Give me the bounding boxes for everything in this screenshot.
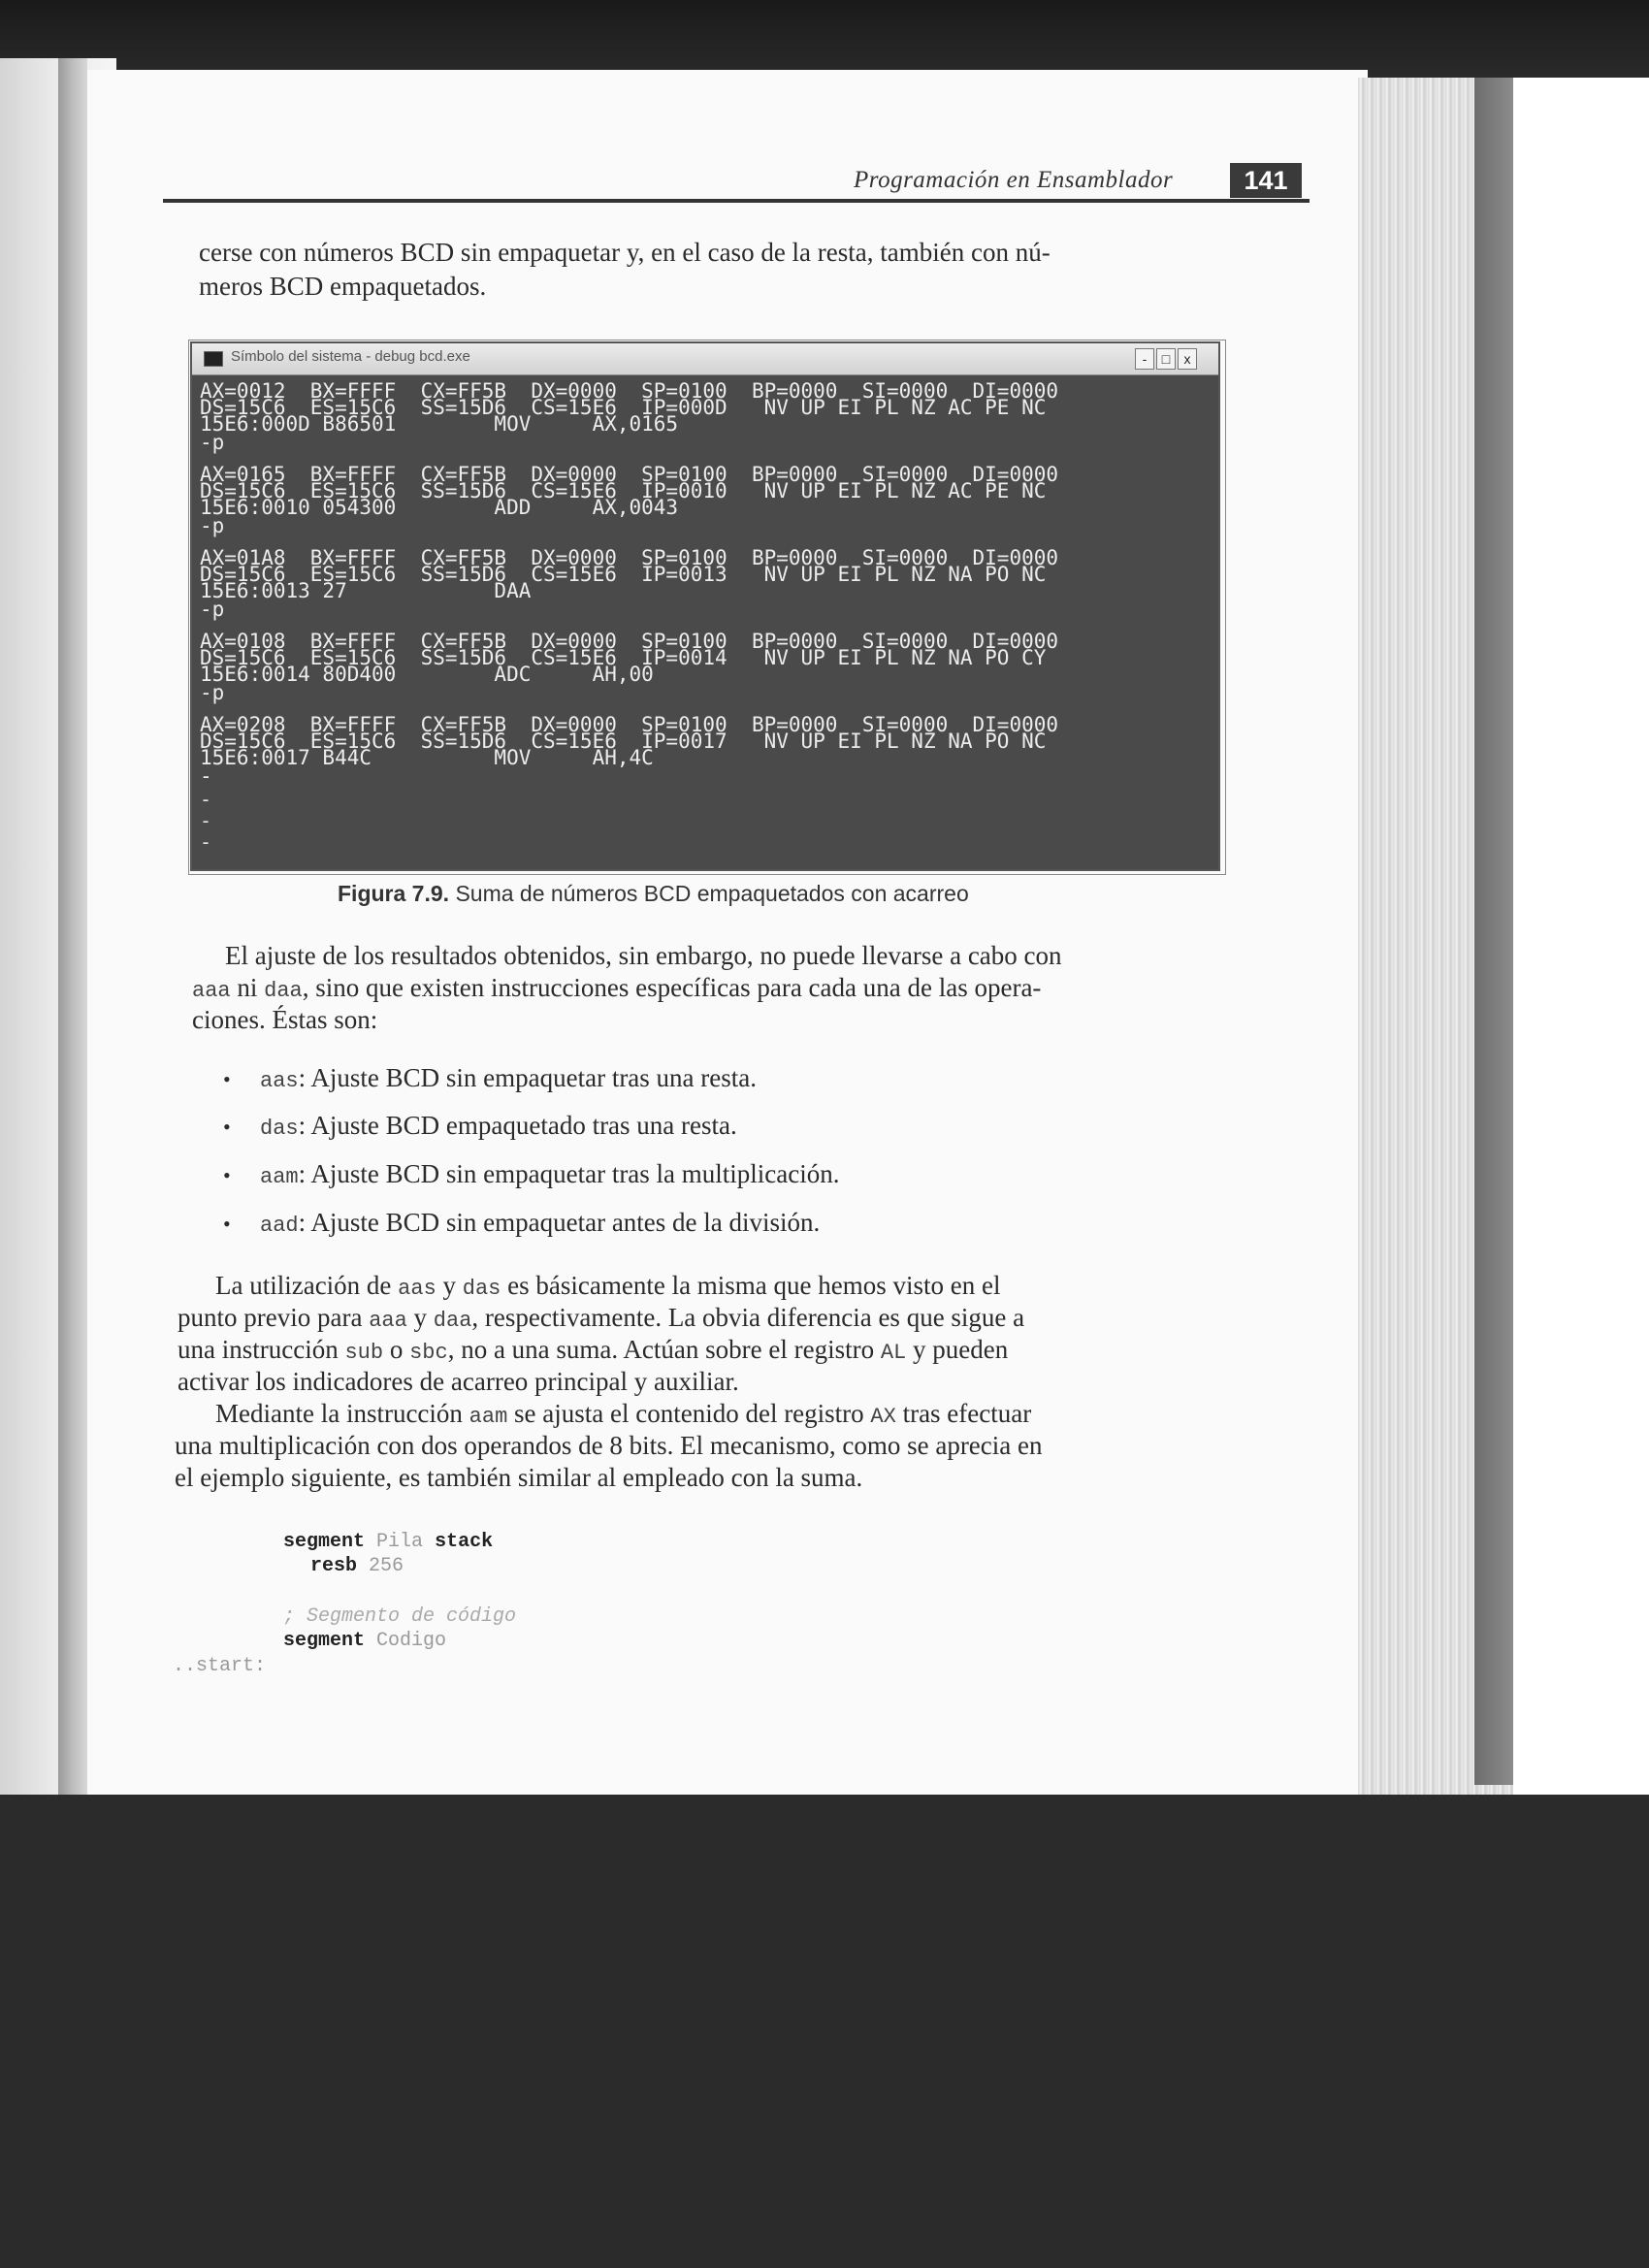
- console-window: [190, 341, 1220, 871]
- code-aas: aas: [398, 1277, 436, 1301]
- maximize-button[interactable]: □: [1156, 348, 1176, 370]
- console-titlebar: [192, 343, 1218, 375]
- prompt-line: -p: [200, 431, 225, 454]
- list-item-text: [260, 1111, 737, 1141]
- close-button[interactable]: x: [1178, 348, 1197, 370]
- text: La utilización de: [215, 1271, 392, 1300]
- scan-background-bottom: [0, 1795, 1649, 2268]
- trailing-prompt: -: [200, 809, 212, 832]
- code-aaa: aaa: [369, 1309, 407, 1333]
- figure-caption-text: Suma de números BCD empaquetados con acarreo: [455, 881, 969, 906]
- code-line-1: [283, 1531, 493, 1553]
- segment-flags-line: DS=15C6 ES=15C6 SS=15D6 CS=15E6 IP=0010 NV UP EI PL NZ AC PE NC: [200, 479, 1047, 502]
- register-line: AX=0108 BX=FFFF CX=FF5B DX=0000 SP=0100 BP=0000 SI=0000 DI=0000: [200, 630, 1059, 653]
- prompt-line: -p: [200, 598, 225, 621]
- para1-line-3: ciones. Éstas son:: [192, 1005, 378, 1034]
- text: y: [413, 1303, 428, 1332]
- code-line-4: [283, 1630, 446, 1652]
- instruction-line: 15E6:0014 80D400 ADC AH,00: [200, 663, 654, 686]
- list-item-desc: : Ajuste BCD sin empaquetar antes de la división.: [298, 1208, 821, 1237]
- code-das: das: [260, 1117, 299, 1141]
- code-label: ..start:: [173, 1655, 267, 1677]
- book-cover-edge: [1474, 78, 1513, 1785]
- bullet-icon: •: [223, 1163, 231, 1187]
- identifier: Pila: [376, 1531, 424, 1553]
- prompt-line: -p: [200, 514, 225, 537]
- figure-label: Figura 7.9.: [338, 881, 450, 906]
- code-aad: aad: [260, 1214, 299, 1238]
- instruction-line: 15E6:0013 27 DAA: [200, 579, 532, 602]
- trailing-prompt: -: [200, 788, 212, 811]
- trailing-prompt: -: [200, 830, 212, 854]
- code-aaa: aaa: [192, 979, 231, 1003]
- text: punto previo para: [178, 1303, 363, 1332]
- para2-line-4: activar los indicadores de acarreo principal y auxiliar.: [178, 1367, 739, 1396]
- segment-flags-line: DS=15C6 ES=15C6 SS=15D6 CS=15E6 IP=0017 NV UP EI PL NZ NA PO NC: [200, 729, 1047, 753]
- prompt-line: -p: [200, 681, 225, 704]
- list-item-desc: : Ajuste BCD empaquetado tras una resta.: [298, 1111, 737, 1140]
- text: es básicamente la misma que hemos visto en el: [507, 1271, 1001, 1300]
- text: se ajusta el contenido del registro: [514, 1399, 864, 1428]
- console-title: Símbolo del sistema - debug bcd.exe: [231, 348, 470, 365]
- instruction-line: 15E6:0017 B44C MOV AH,4C: [200, 746, 654, 769]
- code-sub: sub: [344, 1341, 384, 1365]
- bullet-icon: •: [223, 1212, 231, 1236]
- instruction-line: 15E6:000D B86501 MOV AX,0165: [200, 412, 679, 436]
- text: y pueden: [912, 1335, 1009, 1364]
- page-number: 141: [1230, 163, 1302, 198]
- para3-line-2: una multiplicación con dos operandos de 8 bits. El mecanismo, como se aprecia en: [175, 1431, 1043, 1460]
- keyword: stack: [435, 1531, 494, 1553]
- register-line: AX=0208 BX=FFFF CX=FF5B DX=0000 SP=0100 BP=0000 SI=0000 DI=0000: [200, 713, 1059, 736]
- cmd-icon: [204, 351, 223, 367]
- scan-background-top: [0, 0, 1649, 78]
- text-rest: , sino que existen instrucciones específicas para cada una de las opera-: [302, 973, 1042, 1002]
- text: Mediante la instrucción: [215, 1399, 463, 1428]
- keyword: segment: [283, 1630, 366, 1652]
- list-item-text: [260, 1063, 757, 1093]
- para1-line-1: El ajuste de los resultados obtenidos, sin embargo, no puede llevarse a cabo con: [225, 941, 1062, 970]
- intro-line-1: cerse con números BCD sin empaquetar y, en el caso de la resta, también con nú-: [199, 238, 1051, 267]
- para3-line-3: el ejemplo siguiente, es también similar al empleado con la suma.: [175, 1463, 863, 1492]
- segment-flags-line: DS=15C6 ES=15C6 SS=15D6 CS=15E6 IP=000D NV UP EI PL NZ AC PE NC: [200, 396, 1047, 419]
- keyword: segment: [283, 1531, 366, 1553]
- para2-line-1: [215, 1271, 1001, 1304]
- minimize-button[interactable]: -: [1135, 348, 1154, 370]
- text: y: [442, 1271, 457, 1300]
- register-line: AX=01A8 BX=FFFF CX=FF5B DX=0000 SP=0100 BP=0000 SI=0000 DI=0000: [200, 546, 1059, 569]
- list-item-desc: : Ajuste BCD sin empaquetar tras una resta.: [298, 1063, 758, 1092]
- para2-line-3: [178, 1335, 1008, 1368]
- para2-line-2: [178, 1303, 1024, 1336]
- list-item-text: [260, 1159, 840, 1189]
- bullet-icon: •: [223, 1067, 231, 1091]
- prompt-line: -: [200, 764, 212, 788]
- text: tras efectuar: [902, 1399, 1032, 1428]
- code-aas: aas: [260, 1069, 299, 1093]
- code-comment: ; Segmento de código: [283, 1605, 517, 1628]
- bullet-icon: •: [223, 1115, 231, 1139]
- text: o: [389, 1335, 404, 1364]
- code-das: das: [462, 1277, 501, 1301]
- figure-caption: [338, 881, 969, 907]
- book-gutter: [58, 58, 87, 1795]
- running-title: Programación en Ensamblador: [854, 167, 1174, 193]
- code-daa: daa: [433, 1309, 472, 1333]
- segment-flags-line: DS=15C6 ES=15C6 SS=15D6 CS=15E6 IP=0014 NV UP EI PL NZ NA PO CY: [200, 646, 1047, 669]
- identifier: Codigo: [376, 1630, 447, 1652]
- para3-line-1: [215, 1399, 1031, 1432]
- para1-line-2: [192, 973, 1041, 1006]
- code-line-2: [310, 1555, 404, 1577]
- code-aam: aam: [469, 1405, 508, 1429]
- keyword: resb: [310, 1555, 358, 1577]
- text: , no a una suma. Actúan sobre el registro: [447, 1335, 875, 1364]
- register-line: AX=0012 BX=FFFF CX=FF5B DX=0000 SP=0100 BP=0000 SI=0000 DI=0000: [200, 379, 1059, 403]
- code-sbc: sbc: [409, 1341, 448, 1365]
- text: , respectivamente. La obvia diferencia es que sigue a: [471, 1303, 1025, 1332]
- console-output: [200, 379, 1209, 867]
- code-ax: AX: [870, 1405, 896, 1429]
- book-page: [87, 70, 1368, 1797]
- code-al: AL: [880, 1341, 907, 1365]
- instruction-line: 15E6:0010 054300 ADD AX,0043: [200, 496, 679, 519]
- segment-flags-line: DS=15C6 ES=15C6 SS=15D6 CS=15E6 IP=0013 NV UP EI PL NZ NA PO NC: [200, 563, 1047, 586]
- register-line: AX=0165 BX=FFFF CX=FF5B DX=0000 SP=0100 BP=0000 SI=0000 DI=0000: [200, 463, 1059, 486]
- code-aam: aam: [260, 1165, 299, 1189]
- text-ni: ni: [237, 973, 258, 1002]
- list-item-desc: : Ajuste BCD sin empaquetar tras la multiplicación.: [298, 1159, 840, 1188]
- code-daa: daa: [264, 979, 303, 1003]
- header-rule: [163, 199, 1310, 203]
- text: una instrucción: [178, 1335, 339, 1364]
- value: 256: [369, 1555, 404, 1577]
- list-item-text: [260, 1208, 820, 1238]
- intro-line-2: meros BCD empaquetados.: [199, 272, 487, 301]
